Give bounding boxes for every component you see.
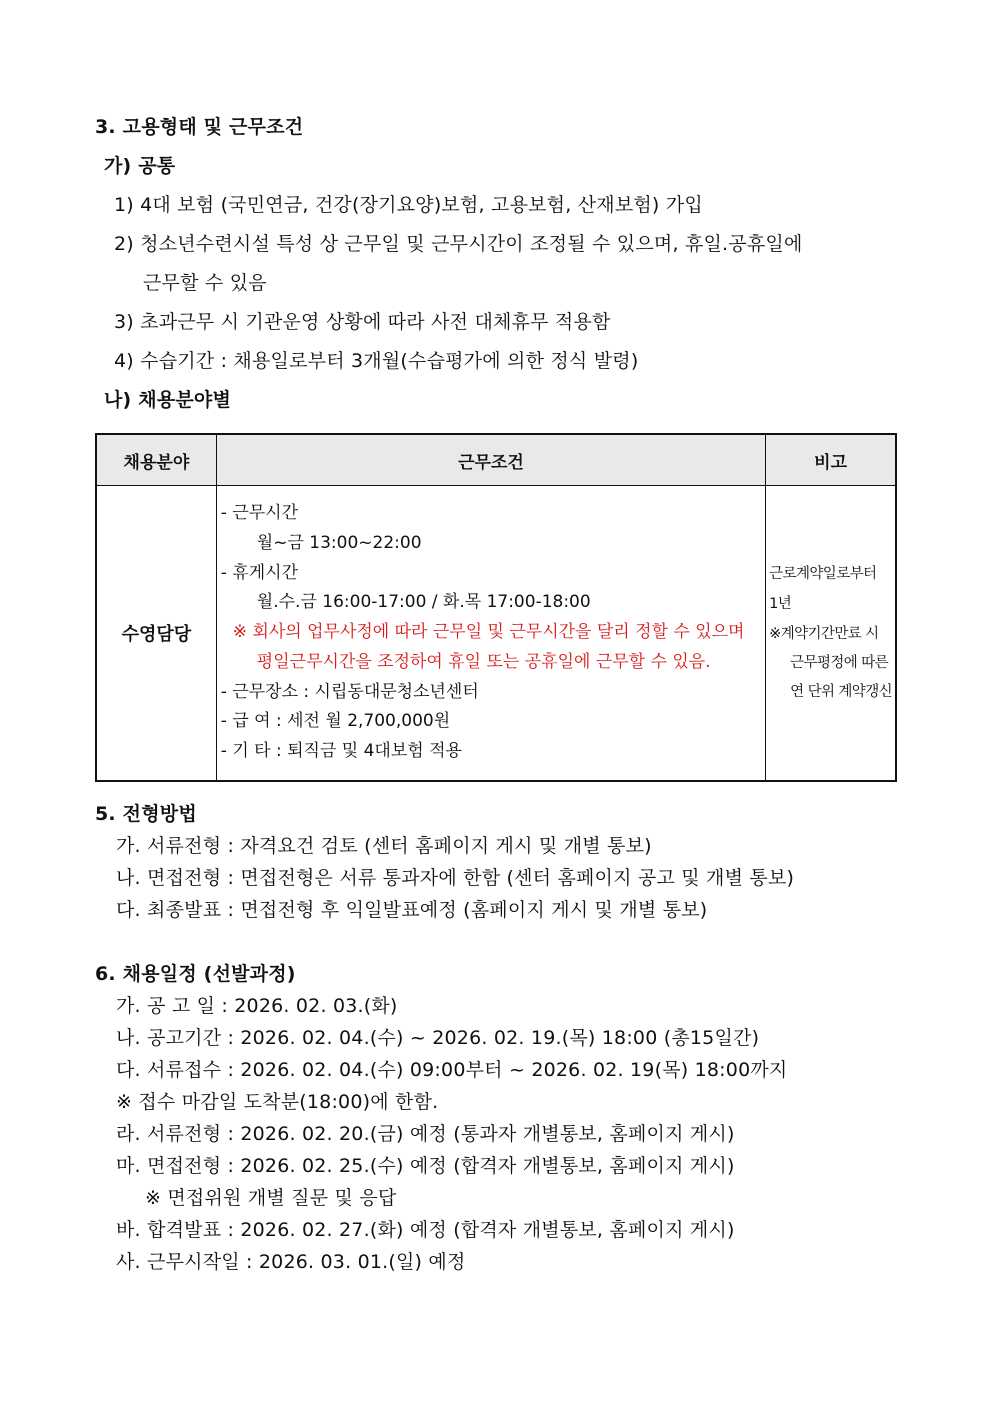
header-field: 채용분야 [96, 434, 216, 486]
condition-warning: 평일근무시간을 조정하여 휴일 또는 공휴일에 근무할 수 있음. [256, 652, 711, 672]
notes-cell [766, 486, 896, 782]
schedule-item: 가. 공 고 일 : 2026. 02. 03.(화) [116, 995, 398, 1017]
section5-title: 5. 전형방법 [95, 803, 197, 825]
schedule-item: 마. 면접전형 : 2026. 02. 25.(수) 예정 (합격자 개별통보, 홈페이지 게시) [116, 1155, 735, 1177]
section3-title: 3. 고용형태 및 근무조건 [95, 116, 304, 138]
note-line: ※계약기간만료 시 [769, 626, 879, 642]
table-header-row [96, 434, 896, 486]
condition-line: - 근무장소 : 시립동대문청소년센터 [220, 682, 479, 702]
schedule-item: 사. 근무시작일 : 2026. 03. 01.(일) 예정 [116, 1251, 466, 1273]
common-item: 3) 초과근무 시 기관운영 상황에 따라 사전 대체휴무 적용함 [114, 311, 611, 333]
schedule-item: 라. 서류전형 : 2026. 02. 20.(금) 예정 (통과자 개별통보, 홈페이지 게시) [116, 1123, 735, 1145]
condition-line: - 휴게시간 [220, 563, 299, 583]
condition-line: 월~금 13:00~22:00 [256, 533, 422, 553]
common-item: 1) 4대 보험 (국민연금, 건강(장기요양)보험, 고용보험, 산재보험) 가입 [114, 194, 703, 216]
selection-item: 가. 서류전형 : 자격요건 검토 (센터 홈페이지 게시 및 개별 통보) [116, 835, 652, 857]
condition-line: - 근무시간 [220, 503, 299, 523]
common-item-continuation: 근무할 수 있음 [143, 272, 267, 294]
condition-line: - 급 여 : 세전 월 2,700,000원 [220, 711, 451, 731]
section6-title: 6. 채용일정 (선발과정) [95, 963, 296, 985]
note-line: 근무평정에 따른 [790, 655, 889, 671]
condition-line: 월.수.금 16:00-17:00 / 화.목 17:00-18:00 [256, 592, 591, 612]
header-notes: 비고 [766, 434, 896, 486]
note-line: 근로계약일로부터 [769, 566, 877, 582]
common-subtitle: 가) 공통 [104, 155, 176, 177]
condition-line: - 기 타 : 퇴직금 및 4대보험 적용 [220, 741, 462, 761]
selection-item: 나. 면접전형 : 면접전형은 서류 통과자에 한함 (센터 홈페이지 공고 및 개별 통보) [116, 867, 795, 889]
note-line: 1년 [769, 596, 792, 612]
condition-warning: ※ 회사의 업무사정에 따라 근무일 및 근무시간을 달리 정할 수 있으며 [232, 622, 745, 642]
common-item: 2) 청소년수련시설 특성 상 근무일 및 근무시간이 조정될 수 있으며, 휴일.공휴일에 [114, 233, 803, 255]
schedule-item: 다. 서류접수 : 2026. 02. 04.(수) 09:00부터 ~ 2026. 02. 19(목) 18:00까지 [116, 1059, 788, 1081]
common-item: 4) 수습기간 : 채용일로부터 3개월(수습평가에 의한 정식 발령) [114, 350, 639, 372]
schedule-item: 나. 공고기간 : 2026. 02. 04.(수) ~ 2026. 02. 19.(목) 18:00 (총15일간) [116, 1027, 760, 1049]
header-conditions: 근무조건 [216, 434, 765, 486]
schedule-note: ※ 접수 마감일 도착분(18:00)에 한함. [116, 1091, 439, 1113]
note-line: 연 단위 계약갱신 [790, 684, 893, 700]
schedule-item: 바. 합격발표 : 2026. 02. 27.(화) 예정 (합격자 개별통보, 홈페이지 게시) [116, 1219, 735, 1241]
selection-item: 다. 최종발표 : 면접전형 후 익일발표예정 (홈페이지 게시 및 개별 통보) [116, 899, 708, 921]
table-row [96, 486, 896, 782]
field-cell: 수영담당 [96, 486, 216, 782]
conditions-cell [216, 486, 765, 782]
schedule-note: ※ 면접위원 개별 질문 및 응답 [145, 1187, 397, 1209]
by-field-subtitle: 나) 채용분야별 [104, 389, 232, 411]
conditions-table [95, 433, 897, 782]
